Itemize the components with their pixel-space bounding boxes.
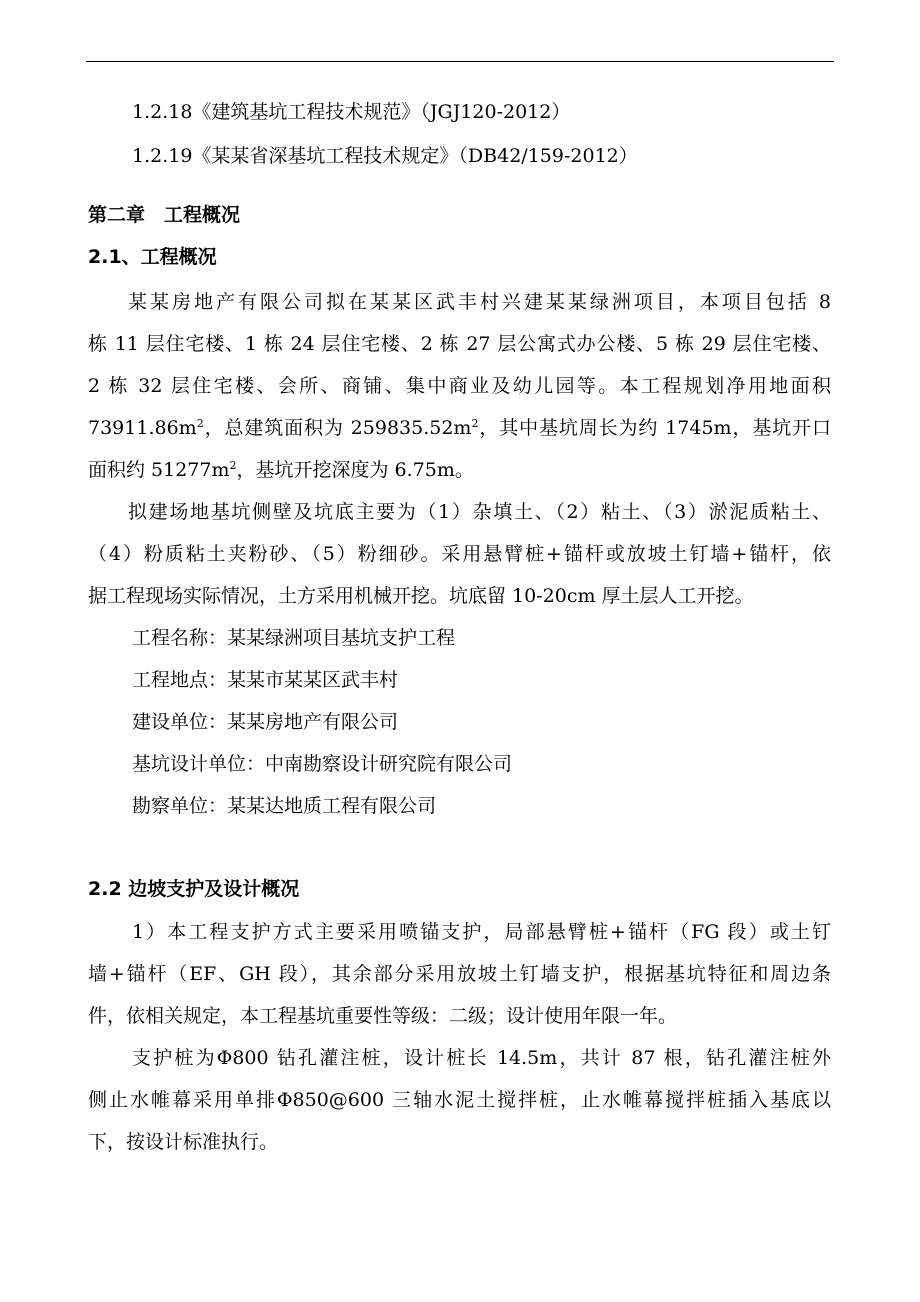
superscript: 2	[229, 459, 237, 472]
header-rule	[86, 61, 834, 62]
paragraph-line: （4）粉质粘土夹粉砂、（5）粉细砂。采用悬臂桩+锚杆或放坡土钉墙+锚杆，依	[88, 543, 831, 565]
paragraph-line: 1）本工程支护方式主要采用喷锚支护，局部悬臂桩+锚杆（FG 段）或土钉	[132, 921, 831, 943]
superscript: 2	[196, 417, 204, 430]
paragraph-line: 拟建场地基坑侧壁及坑底主要为（1）杂填土、（2）粘土、（3）淤泥质粘土、	[128, 501, 831, 523]
paragraph-line: 支护桩为Φ800 钻孔灌注桩，设计桩长 14.5m，共计 87 根，钻孔灌注桩外	[132, 1047, 831, 1069]
perimeter-text: ，其中基坑周长为约 1745m，基坑开口	[478, 417, 831, 439]
superscript: 2	[471, 417, 479, 430]
paragraph-line	[88, 416, 831, 440]
paragraph-line: 件，依相关规定，本工程基坑重要性等级：二级；设计使用年限一年。	[88, 1005, 678, 1027]
building-area-text: ，总建筑面积为 259835.52m	[203, 417, 472, 439]
design-unit: 基坑设计单位：中南勘察设计研究院有限公司	[132, 753, 513, 775]
paragraph-line: 据工程现场实际情况，土方采用机械开挖。坑底留 10-20cm 厚土层人工开挖。	[88, 585, 754, 607]
paragraph-line: 某某房地产有限公司拟在某某区武丰村兴建某某绿洲项目，本项目包括 8	[128, 291, 831, 313]
construction-unit: 建设单位：某某房地产有限公司	[132, 711, 399, 733]
paragraph-line	[88, 458, 831, 482]
paragraph-line: 侧止水帷幕采用单排Φ850@600 三轴水泥土搅拌桩，止水帷幕搅拌桩插入基底以	[88, 1089, 831, 1111]
reference-1-2-18: 1.2.18《建筑基坑工程技术规范》（JGJ120-2012）	[132, 101, 571, 123]
paragraph-line: 2 栋 32 层住宅楼、会所、商铺、集中商业及幼儿园等。本工程规划净用地面积	[88, 375, 831, 397]
section-2-2-title: 2.2 边坡支护及设计概况	[88, 878, 300, 900]
paragraph-line: 下，按设计标准执行。	[88, 1131, 279, 1153]
paragraph-line: 栋 11 层住宅楼、1 栋 24 层住宅楼、2 栋 27 层公寓式办公楼、5 栋 29 层住宅楼、	[88, 333, 831, 355]
section-2-1-title: 2.1、工程概况	[88, 246, 217, 268]
project-name: 工程名称：某某绿洲项目基坑支护工程	[132, 627, 456, 649]
project-location: 工程地点：某某市某某区武丰村	[132, 669, 399, 691]
paragraph-line: 墙+锚杆（EF、GH 段），其余部分采用放坡土钉墙支护，根据基坑特征和周边条	[88, 963, 831, 985]
chapter-title: 第二章 工程概况	[88, 204, 241, 226]
survey-unit: 勘察单位：某某达地质工程有限公司	[132, 795, 437, 817]
depth-text: ，基坑开挖深度为 6.75m。	[236, 459, 474, 481]
reference-1-2-19: 1.2.19《某某省深基坑工程技术规定》（DB42/159-2012）	[132, 145, 638, 167]
opening-area-text: 面积约 51277m	[88, 459, 230, 481]
site-area-value: 73911.86m	[88, 417, 197, 439]
